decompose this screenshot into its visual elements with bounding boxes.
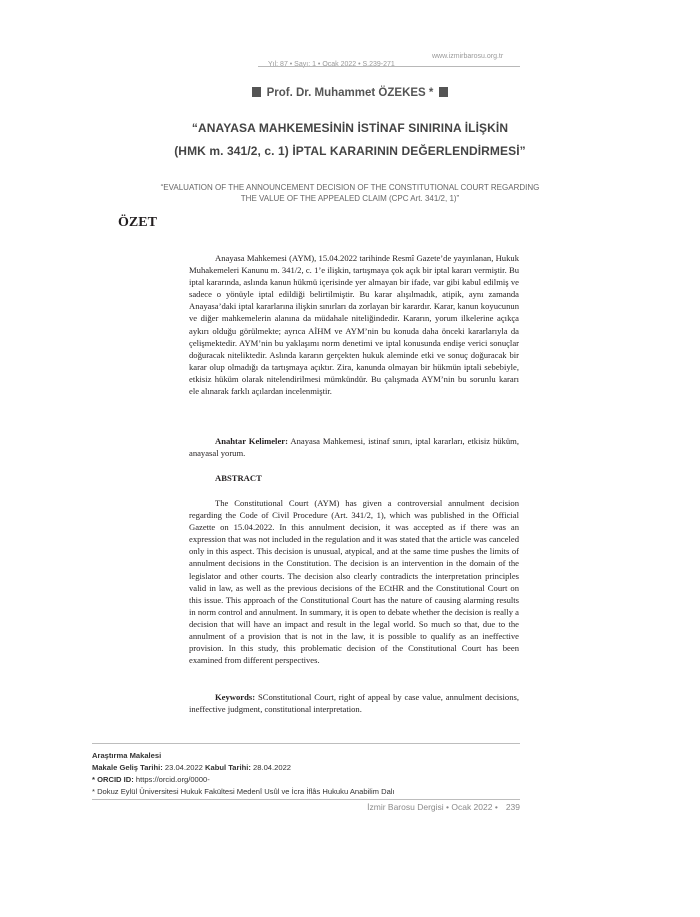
orcid-label: * ORCID ID:	[92, 775, 134, 784]
keywords-label-tr: Anahtar Kelimeler:	[215, 436, 288, 446]
received-label: Makale Geliş Tarihi:	[92, 763, 163, 772]
title-line-1: “ANAYASA MAHKEMESİNİN İSTİNAF SINIRINA İLİŞKİN	[191, 121, 509, 135]
page-number: 239	[505, 802, 520, 812]
journal-footer	[340, 802, 520, 812]
turkish-keywords	[189, 435, 519, 459]
author-name: Prof. Dr. Muhammet ÖZEKES *	[266, 87, 434, 99]
ozet-heading: ÖZET	[118, 215, 157, 230]
issue-info: Yıl: 87 • Sayı: 1 • Ocak 2022 • S.239-271	[268, 61, 395, 68]
keywords-label-en: Keywords:	[215, 692, 256, 702]
english-title-line-1: “EVALUATION OF THE ANNOUNCEMENT DECISION OF THE CONSTITUTIONAL COURT REGARDING	[160, 183, 540, 192]
keywords-text-tr: Anayasa Mahkemesi, istinaf sınırı, iptal kararları, etkisiz hüküm, anayasal yorum.	[189, 436, 519, 459]
orcid-line	[92, 774, 210, 785]
article-type: Araştırma Makalesi	[92, 751, 162, 760]
title-line-2: (HMK m. 341/2, c. 1) İPTAL KARARININ DEĞERLENDİRMESİ”	[174, 144, 526, 158]
journal-name: İzmir Barosu Dergisi • Ocak 2022 •	[367, 802, 498, 812]
abstract-paragraph: The Constitutional Court (AYM) has given a controversial annulment decision regarding the Code of Civil Procedure (Art. 341/2, 1), which was published in the Official Gazette on 15.04.2022. In this annulment decision, it was accepted as if there was an expression that was not included in the regulation and it was stated that the article was canceled only in this aspect. This decision is unusual, atypical, and at the same time pushes the limits of annulment decisions in the Constitution. The decision is an intervention in the domain of the legislator and other courts. The decision also clearly contradicts the interpretation principles valid in law, as well as the previous decisions of the ECtHR and the Constitutional Court on this issue. This approach of the Constitutional Court has the nature of causing alarming results in norm control and annulment. In summary, it is open to debate whether the decision is really a decision that will have an impact and result in the legal world. So much so that, due to the annulment of a provision that is not in the law, it is possible to qualify as an ineffective provision. In this study, this problematic decision of the Constitutional Court has been examined from different perspectives.	[189, 498, 519, 666]
square-marker-left	[252, 87, 261, 97]
journal-url: www.izmirbarosu.org.tr	[432, 53, 504, 60]
english-title-line-2: THE VALUE OF THE APPEALED CLAIM (CPC Art. 341/2, 1)”	[240, 194, 460, 203]
author-line	[0, 87, 700, 99]
accepted-label: Kabul Tarihi:	[205, 763, 251, 772]
header-rule	[258, 66, 520, 67]
footer-rule-bottom	[92, 799, 520, 800]
accepted-date: 28.04.2022	[253, 763, 292, 772]
ozet-paragraph: Anayasa Mahkemesi (AYM), 15.04.2022 tarihinde Resmî Gazete’de yayınlanan, Hukuk Muhakemeleri Kanunu m. 341/2, c. 1’e ilişkin, tartışmaya çok açık bir iptal kararı vermiştir. Bu iptal kararında, aslında kanun hükmü içerisinde yer almayan bir ifade, var gibi kabul edilmiş ve sadece o yönüyle iptal edildiği belirtilmiştir. Bu karar alışılmadık, atipik, aynı zamanda Anayasa’daki iptal kararlarına ilişkin sınırları da zorlayan bir karardır. Karar, kanun koyucunun ve diğer mahkemelerin alanına da müdahale niteliğindedir. Kararın, yorum ilkelerine açıkça aykırı olduğu görülmekte; ayrıca AİHM ve AYM’nin bu konuda daha önceki kararlarıyla da çelişmektedir. AYM’nin bu yaklaşımı norm denetimi ve iptal konusunda endişe verici sonuçlar doğuracak niteliktedir. Aslında kararın gerçekten hukuk aleminde etki ve sonuç doğuracak bir karar olup olmadığı da tartışmaya açıktır. Zira, kanunda olmayan bir hükmün iptali sebebiyle, etkisiz hüküm olarak nitelendirilmesi mümkündür. Bu çalışmada AYM’nin bu sorunlu kararı ele alınarak farklı açılardan incelenmiştir.	[189, 253, 519, 397]
abstract-heading: ABSTRACT	[215, 473, 262, 483]
square-marker-right	[439, 87, 448, 97]
english-title	[90, 182, 610, 204]
article-dates	[92, 762, 291, 773]
keywords-text-en: SConstitutional Court, right of appeal by case value, annulment decisions, ineffective judgment, constitutional interpretation.	[189, 692, 519, 715]
english-keywords	[189, 691, 519, 715]
received-date: 23.04.2022	[164, 763, 203, 772]
orcid-link[interactable]: https://orcid.org/0000-	[135, 775, 210, 784]
footer-rule	[92, 743, 520, 744]
affiliation: * Dokuz Eylül Üniversitesi Hukuk Fakültesi Medenî Usûl ve İcra İflâs Hukuku Anabilim Dalı	[92, 787, 395, 796]
